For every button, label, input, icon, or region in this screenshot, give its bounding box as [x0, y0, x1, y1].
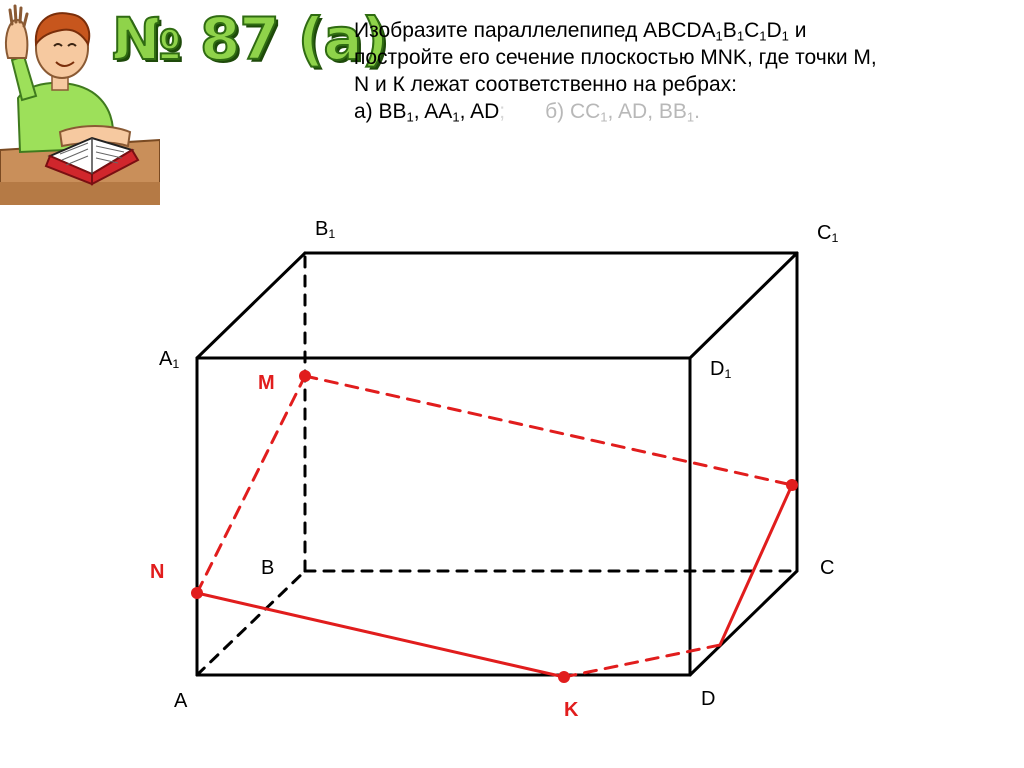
task-line-3: N и К лежат соответственно на ребрах:	[354, 73, 737, 96]
label-D1: $D_1$	[710, 358, 732, 382]
edge-DC	[690, 571, 797, 675]
label-D: D	[701, 688, 716, 710]
label-M: M	[258, 372, 275, 394]
problem-number-title: № 87 (а)	[112, 5, 388, 73]
label-C: C	[820, 557, 835, 579]
task-line-2: постройте его сечение плоскостью MNK, где точки M,	[354, 46, 877, 69]
label-B: B	[261, 557, 275, 579]
variant-b: б) $CC_1$, AD, $BB_1$.	[545, 100, 700, 125]
edge-A1B1	[197, 253, 305, 358]
point-K	[558, 671, 570, 683]
point-M	[299, 370, 311, 382]
task-line-1: Изобразите параллелепипед $ABCDA_1B_1C_1D_1$ и	[354, 19, 807, 44]
section-NM-hidden	[197, 376, 305, 593]
variant-a: а) $BB_1$, $AA_1$, AD	[354, 100, 500, 125]
label-C1: $C_1$	[817, 222, 839, 246]
label-A: A	[174, 690, 188, 712]
point-P-on-CC1	[786, 479, 798, 491]
section-QP	[720, 485, 792, 645]
variant-separator: ;	[499, 100, 506, 123]
edge-D1C1	[690, 253, 797, 358]
section-MP-hidden	[305, 376, 792, 485]
label-N: N	[150, 561, 165, 583]
label-K: K	[564, 699, 579, 721]
point-N	[191, 587, 203, 599]
label-B1: $B_1$	[315, 218, 336, 242]
label-A1: $A_1$	[159, 348, 180, 372]
section-NK	[197, 593, 564, 677]
edge-AB-hidden	[197, 571, 305, 675]
section-KQ-hidden	[564, 645, 720, 677]
